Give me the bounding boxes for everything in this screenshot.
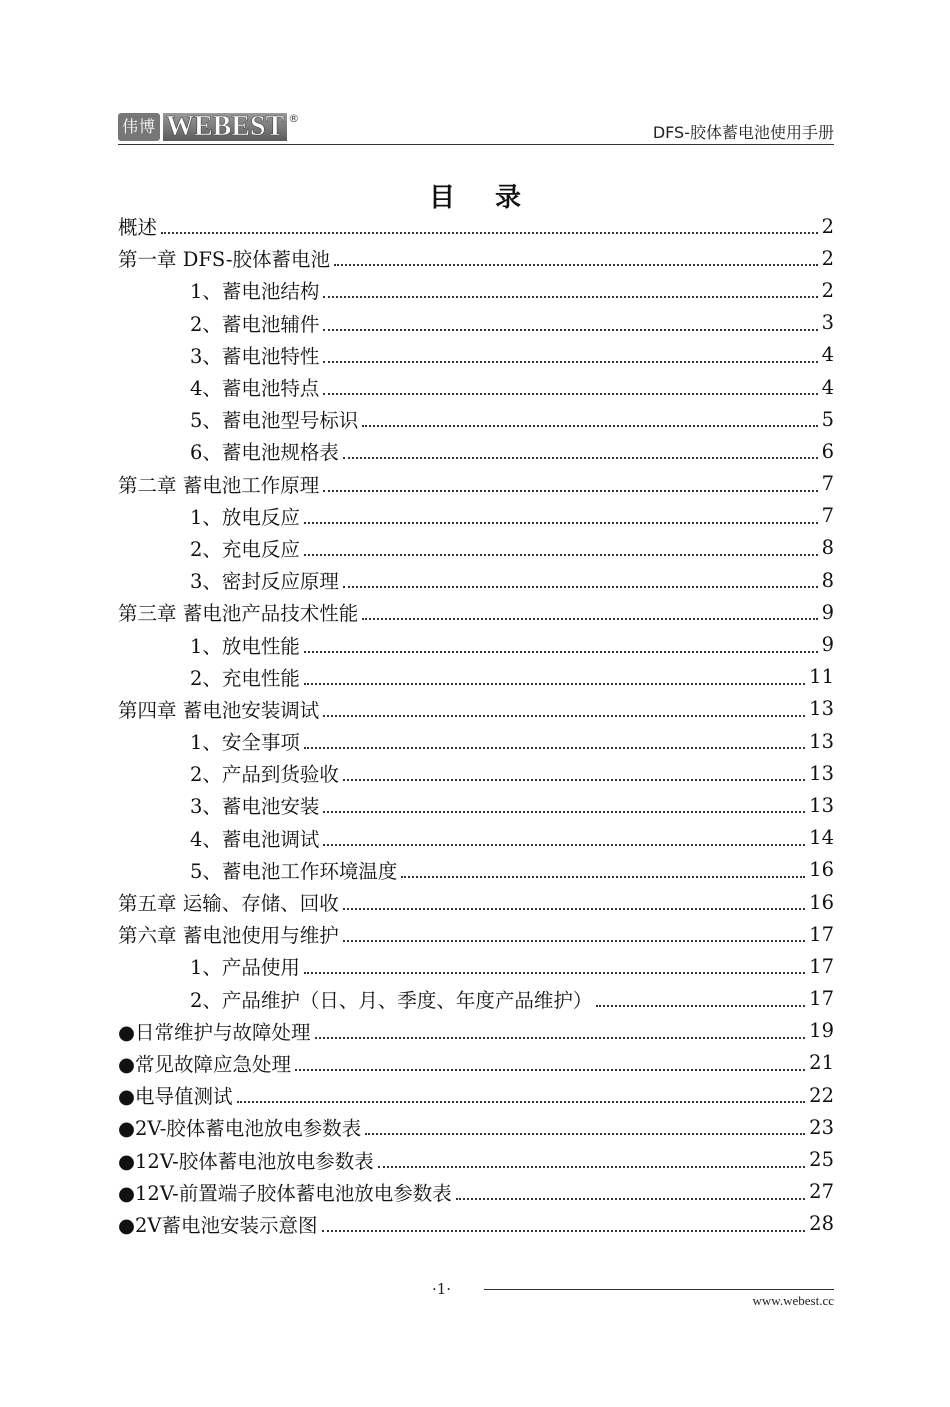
toc-entry[interactable] [118, 339, 834, 371]
toc-dot-leader [343, 779, 805, 781]
toc-entry[interactable] [118, 854, 834, 886]
toc-entry-page: 9 [821, 633, 834, 657]
toc-dot-leader [343, 457, 818, 459]
toc-entry-page: 2 [821, 278, 834, 302]
toc-dot-leader [304, 554, 818, 556]
toc-entry[interactable] [118, 564, 834, 596]
toc-entry-label: ●2V蓄电池安装示意图 [118, 1213, 318, 1237]
toc-entry-label: 5、蓄电池工作环境温度 [190, 859, 398, 883]
toc-entry-label: 1、产品使用 [190, 956, 300, 980]
toc-entry[interactable] [118, 725, 834, 757]
toc-entry-page: 13 [809, 793, 834, 817]
toc-dot-leader [304, 972, 805, 974]
footer-divider [484, 1289, 834, 1290]
toc-entry-label: 3、蓄电池安装 [190, 795, 320, 819]
toc-entry[interactable] [118, 822, 834, 854]
toc-dot-leader [456, 1198, 805, 1200]
toc-dot-leader [323, 393, 817, 395]
toc-dot-leader [295, 1069, 805, 1071]
toc-entry-page: 23 [809, 1115, 834, 1139]
toc-dot-leader [378, 1166, 805, 1168]
toc-entry-label: 2、产品维护（日、月、季度、年度产品维护） [190, 988, 593, 1012]
toc-entry[interactable] [118, 789, 834, 821]
toc-dot-leader [323, 811, 805, 813]
toc-dot-leader [362, 618, 817, 620]
toc-entry-page: 7 [821, 504, 834, 528]
toc-entry[interactable] [118, 468, 834, 500]
toc-entry-label: 第三章 蓄电池产品技术性能 [118, 602, 359, 626]
page-header [118, 110, 834, 146]
toc-entry-label: 第二章 蓄电池工作原理 [118, 473, 320, 497]
toc-dot-leader [596, 1005, 805, 1007]
toc-dot-leader [304, 522, 818, 524]
toc-entry-page: 13 [809, 729, 834, 753]
toc-dot-leader [343, 940, 805, 942]
toc-entry[interactable] [118, 274, 834, 306]
toc-entry[interactable] [118, 1079, 834, 1111]
toc-entry-page: 13 [809, 761, 834, 785]
toc-dot-leader [334, 264, 818, 266]
toc-dot-leader [401, 876, 805, 878]
logo-chinese-text: 伟博 [118, 113, 160, 141]
toc-entry[interactable] [118, 403, 834, 435]
toc-entry[interactable] [118, 757, 834, 789]
toc-entry-label: 2、充电性能 [190, 666, 300, 690]
toc-entry[interactable] [118, 210, 834, 242]
toc-entry-label: 第六章 蓄电池使用与维护 [118, 924, 339, 948]
toc-entry-page: 21 [809, 1051, 834, 1075]
toc-entry-page: 19 [809, 1019, 834, 1043]
toc-entry-page: 4 [821, 375, 834, 399]
toc-entry[interactable] [118, 1111, 834, 1143]
toc-dot-leader [304, 747, 805, 749]
manual-title: DFS-胶体蓄电池使用手册 [652, 123, 834, 142]
toc-dot-leader [161, 232, 818, 234]
toc-entry[interactable] [118, 242, 834, 274]
toc-entry-page: 17 [809, 987, 834, 1011]
toc-entry-page: 27 [809, 1180, 834, 1204]
toc-entry-label: 4、蓄电池调试 [190, 827, 320, 851]
table-of-contents [118, 210, 834, 1240]
webest-logo [118, 112, 299, 142]
toc-entry-label: 1、安全事项 [190, 731, 300, 755]
toc-entry[interactable] [118, 1176, 834, 1208]
toc-entry-label: 第四章 蓄电池安装调试 [118, 698, 320, 722]
toc-entry-page: 25 [809, 1148, 834, 1172]
toc-entry-label: 第五章 运输、存储、回收 [118, 892, 339, 916]
toc-entry-page: 11 [809, 665, 834, 689]
toc-entry-page: 7 [821, 472, 834, 496]
toc-entry[interactable] [118, 500, 834, 532]
toc-dot-leader [322, 1230, 806, 1232]
toc-dot-leader [323, 329, 817, 331]
toc-entry-page: 28 [809, 1212, 834, 1236]
toc-dot-leader [304, 651, 818, 653]
toc-entry-label: 1、放电反应 [190, 505, 300, 529]
page-number: ·1· [432, 1280, 452, 1298]
toc-entry-label: 4、蓄电池特点 [190, 377, 320, 401]
toc-entry[interactable] [118, 661, 834, 693]
toc-entry[interactable] [118, 950, 834, 982]
toc-entry[interactable] [118, 1015, 834, 1047]
toc-entry[interactable] [118, 918, 834, 950]
website-url: www.webest.cc [752, 1293, 834, 1308]
registered-mark: ® [288, 112, 300, 125]
logo-english-text: WEBEST [163, 113, 287, 141]
toc-entry[interactable] [118, 886, 834, 918]
toc-entry-label: ●12V-胶体蓄电池放电参数表 [118, 1149, 374, 1173]
toc-entry-label: 3、密封反应原理 [190, 570, 339, 594]
toc-entry-page: 8 [821, 568, 834, 592]
toc-entry-label: 第一章 DFS-胶体蓄电池 [118, 248, 331, 272]
toc-entry-page: 13 [809, 697, 834, 721]
toc-entry-page: 8 [821, 536, 834, 560]
toc-entry-page: 2 [821, 214, 834, 238]
toc-entry[interactable] [118, 371, 834, 403]
toc-entry-label: 3、蓄电池特性 [190, 344, 320, 368]
toc-dot-leader [323, 715, 805, 717]
toc-entry-label: ●12V-前置端子胶体蓄电池放电参数表 [118, 1181, 452, 1205]
toc-dot-leader [365, 1133, 805, 1135]
toc-entry-label: ●2V-胶体蓄电池放电参数表 [118, 1117, 362, 1141]
toc-entry[interactable] [118, 628, 834, 660]
toc-entry-page: 22 [809, 1083, 834, 1107]
toc-entry-label: 2、产品到货验收 [190, 763, 339, 787]
toc-dot-leader [237, 1101, 806, 1103]
toc-entry-label: 概述 [118, 216, 158, 240]
toc-entry-label: ●常见故障应急处理 [118, 1052, 292, 1076]
toc-entry-page: 17 [809, 954, 834, 978]
header-divider [118, 144, 834, 145]
toc-entry-page: 3 [821, 311, 834, 335]
toc-entry-page: 16 [809, 858, 834, 882]
toc-entry-label: 1、放电性能 [190, 634, 300, 658]
toc-entry-page: 2 [821, 246, 834, 270]
toc-dot-leader [323, 296, 817, 298]
toc-dot-leader [304, 683, 805, 685]
toc-entry-page: 4 [821, 343, 834, 367]
toc-dot-leader [343, 586, 818, 588]
toc-entry[interactable] [118, 1208, 834, 1240]
toc-entry-page: 9 [821, 600, 834, 624]
toc-dot-leader [323, 361, 817, 363]
toc-entry[interactable] [118, 1047, 834, 1079]
toc-entry-label: 5、蓄电池型号标识 [190, 409, 359, 433]
toc-entry[interactable] [118, 532, 834, 564]
toc-entry[interactable] [118, 307, 834, 339]
toc-entry[interactable] [118, 435, 834, 467]
toc-entry[interactable] [118, 1143, 834, 1175]
toc-entry-page: 16 [809, 890, 834, 914]
toc-entry[interactable] [118, 693, 834, 725]
toc-entry-label: 6、蓄电池规格表 [190, 441, 339, 465]
toc-dot-leader [323, 490, 817, 492]
toc-entry[interactable] [118, 596, 834, 628]
toc-entry-page: 17 [809, 922, 834, 946]
toc-entry-label: ●日常维护与故障处理 [118, 1020, 311, 1044]
toc-entry-page: 5 [821, 407, 834, 431]
toc-entry-page: 6 [821, 439, 834, 463]
toc-dot-leader [323, 844, 805, 846]
toc-dot-leader [315, 1037, 806, 1039]
toc-entry-label: ●电导值测试 [118, 1085, 233, 1109]
toc-dot-leader [362, 425, 817, 427]
toc-entry-label: 1、蓄电池结构 [190, 280, 320, 304]
toc-heading: 目录 [428, 183, 561, 213]
toc-entry-page: 14 [809, 826, 834, 850]
toc-entry[interactable] [118, 983, 834, 1015]
toc-dot-leader [343, 908, 805, 910]
toc-entry-label: 2、充电反应 [190, 537, 300, 561]
toc-entry-label: 2、蓄电池辅件 [190, 312, 320, 336]
